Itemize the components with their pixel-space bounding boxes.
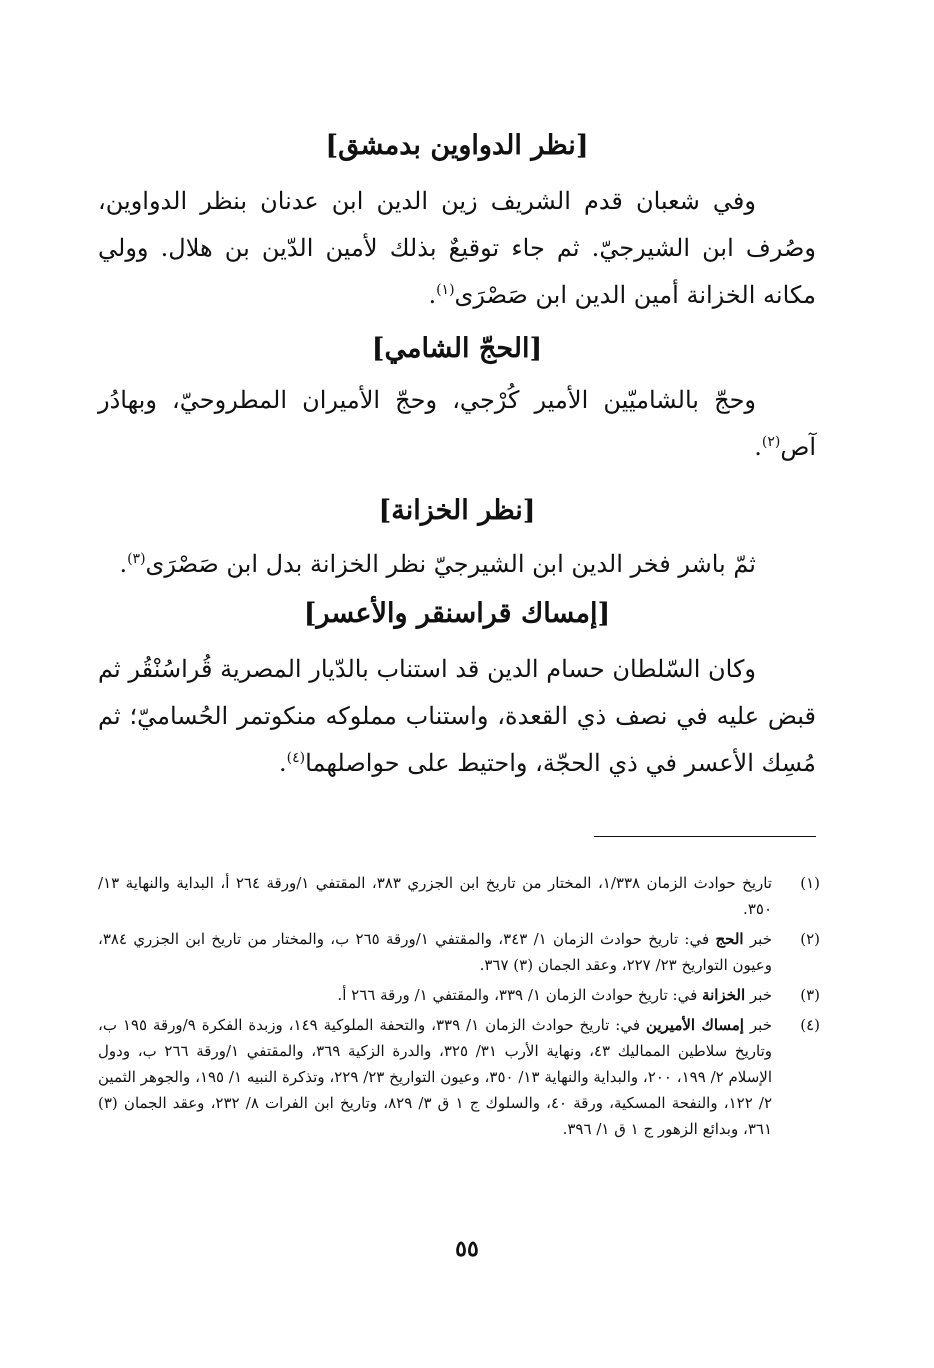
paragraph	[98, 377, 816, 471]
footnote-ref[interactable]: (٣)	[127, 551, 146, 567]
footnote-keyword: الخزانة	[702, 986, 746, 1004]
footnote-keyword: الحج	[715, 930, 744, 948]
footnote-body: في: تاريخ حوادث الزمان ١/ ٣٣٩، والمقتفي ١/ ورقة ٢٦٦ أ.	[337, 986, 698, 1004]
footnotes	[98, 870, 820, 1146]
footnote-number: (٢)	[800, 930, 820, 948]
footnote-body: في: تاريخ حوادث الزمان ١/ ٣٣٩، والتحفة الملوكية ١٤٩، وزبدة الفكرة ٩/ورقة ١٩٥ ب، وتاريخ سلاطين المماليك ٤٣، ونهاية الأرب ٣١/ ٣٢٥، والدرة الزكية ٣٦٩، والمقتفي ١/ورقة ٢٦٦ ب، ودول الإسلام ٢/ ١٩٩، ٢٠٠، والبداية والنهاية ١٣/ ٣٥٠، وعيون التواريخ ٢٣/ ٢٢٩، وتذكرة النبيه ١/ ١٩٥، والجوهر الثمين ٢/ ١٢٢، والنفحة المسكية، ورقة ٤٠، والسلوك ج ١ ق ٣/ ٨٢٩، وتاريخ ابن الفرات ٨/ ٢٣٢، وعقد الجمان (٣) ٣٦١، وبدائع الزهور ج ١ ق ١/ ٣٩٦.	[98, 1016, 773, 1138]
paragraph-text: وحجّ بالشاميّين الأمير كُرْجي، وحجّ الأميران المطروحيّ، وبهادُر آص	[98, 386, 816, 461]
footnote-divider	[594, 836, 816, 837]
footnote-lead: خبر	[749, 986, 772, 1004]
footnote-text	[98, 982, 772, 1008]
footnote-number: (٤)	[800, 1016, 820, 1034]
footnote-number: (١)	[800, 874, 820, 892]
paragraph-end: .	[119, 550, 128, 578]
footnote-body: تاريخ حوادث الزمان ١/٣٣٨، المختار من تاريخ ابن الجزري ٣٨٣، المقتفي ١/ورقة ٢٦٤ أ، البداية والنهاية ١٣/ ٣٥٠.	[98, 874, 772, 918]
paragraph-end: .	[279, 749, 287, 777]
section-heading: [نظر الدواوين بدمشق]	[325, 130, 589, 161]
footnote	[98, 1012, 820, 1142]
paragraph-end: .	[428, 281, 437, 309]
paragraph	[98, 541, 816, 588]
footnote-ref[interactable]: (١)	[436, 282, 455, 298]
paragraph	[98, 646, 816, 787]
footnote	[98, 982, 820, 1008]
paragraph-end: .	[754, 433, 762, 461]
footnote-number: (٣)	[800, 986, 820, 1004]
footnote-text	[98, 926, 772, 978]
footnote	[98, 926, 820, 978]
footnote-ref[interactable]: (٤)	[286, 750, 306, 766]
footnote-lead: خبر	[749, 1016, 772, 1034]
footnote-keyword: إمساك الأميرين	[645, 1016, 744, 1034]
footnote	[98, 870, 820, 922]
footnote-body: في: تاريخ حوادث الزمان ١/ ٣٤٣، والمقتفي ١/ورقة ٢٦٥ ب، والمختار من تاريخ ابن الجزري ٣٨٤، وعيون التواريخ ٢٣/ ٢٢٧، وعقد الجمان (٣) ٣٦٧.	[98, 930, 772, 974]
paragraph	[98, 178, 816, 319]
main-text	[98, 112, 816, 787]
footnote-text	[98, 870, 772, 922]
section-heading: [الحجّ الشامي]	[371, 333, 543, 364]
footnote-text	[98, 1012, 772, 1142]
section-heading: [إمساك قراسنقر والأعسر]	[303, 598, 611, 629]
paragraph-text: ثمّ باشر فخر الدين ابن الشيرجيّ نظر الخزانة بدل ابن صَصْرَى	[145, 550, 756, 578]
paragraph-text: وكان السّلطان حسام الدين قد استناب بالدّيار المصرية قُراسُنْقُر ثم قبض عليه في نصف ذي القعدة، واستناب مملوكه منكوتمر الحُساميّ؛ ثم مُسِك الأعسر في ذي الحجّة، واحتيط على حواصلهما	[98, 655, 816, 777]
page-number: ٥٥	[455, 1236, 479, 1262]
section-heading: [نظر الخزانة]	[378, 495, 536, 526]
footnote-lead: خبر	[749, 930, 772, 948]
paragraph-text: وفي شعبان قدم الشريف زين الدين ابن عدنان بنظر الدواوين، وصُرف ابن الشيرجيّ. ثم جاء توقيعٌ بذلك لأمين الدّين بن هلال. وولي مكانه الخزانة أمين الدين ابن صَصْرَى	[98, 187, 816, 309]
footnote-ref[interactable]: (٢)	[761, 434, 781, 450]
